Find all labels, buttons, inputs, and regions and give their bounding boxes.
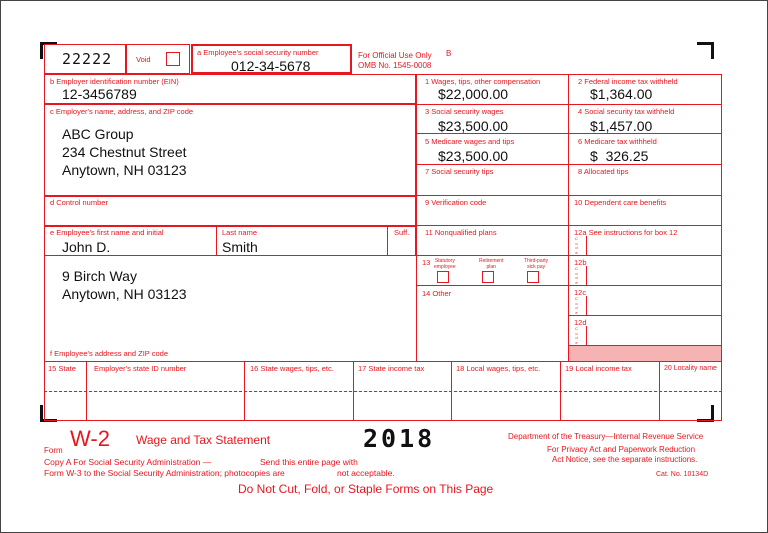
employee-last-label: Last name — [222, 228, 258, 237]
box12a-label: 12a See instructions for box 12 — [574, 228, 678, 237]
col-divider — [244, 361, 245, 421]
box11-label: 11 Nonqualified plans — [425, 228, 497, 237]
box12c-label: 12c — [574, 288, 587, 297]
box4-value[interactable]: $1,457.00 — [590, 118, 653, 134]
box3-value[interactable]: $23,500.00 — [438, 118, 509, 134]
employee-first-name[interactable]: John D. — [62, 239, 111, 255]
box14-label: 14 Other — [422, 289, 452, 298]
row-12b — [568, 256, 722, 286]
official-mark: B — [446, 49, 452, 58]
cat-number: Cat. No. 10134D — [656, 471, 709, 478]
box19-label: 19 Local income tax — [565, 364, 632, 373]
form-w3-text: Form W-3 to the Social Security Administration; photocopies are — [44, 468, 285, 478]
employee-last-name[interactable]: Smith — [222, 239, 258, 255]
ein-label: b Employer identification number (EIN) — [50, 77, 179, 86]
privacy-text-1: For Privacy Act and Paperwork Reduction — [547, 445, 696, 454]
retirement-label: Retirement plan — [479, 258, 504, 270]
employer-name[interactable]: ABC Group — [62, 126, 134, 142]
employer-street[interactable]: 234 Chestnut Street — [62, 144, 187, 160]
box2-label: 2 Federal income tax withheld — [578, 77, 678, 86]
void-label: Void — [136, 55, 151, 64]
statutory-label: Statutory employee — [434, 258, 456, 270]
privacy-text-2: Act Notice, see the separate instructions. — [552, 455, 698, 464]
box17-label: 17 State income tax — [358, 364, 425, 373]
box1-value[interactable]: $22,000.00 — [438, 86, 509, 102]
do-not-cut-notice: Do Not Cut, Fold, or Staple Forms on This Page — [238, 482, 494, 496]
code-letters: C o d e — [575, 296, 578, 315]
box15-label: 15 State — [48, 364, 76, 373]
row-12c — [568, 286, 722, 316]
third-party-checkbox[interactable] — [527, 271, 539, 283]
copy-a-text: Copy A For Social Security Administration — — [44, 457, 212, 467]
dept-text: Department of the Treasury—Internal Revenue Service — [508, 432, 704, 441]
box1-label: 1 Wages, tips, other compensation — [425, 77, 541, 86]
code-divider — [586, 296, 587, 316]
form-title: Wage and Tax Statement — [136, 433, 271, 447]
box18-label: 18 Local wages, tips, etc. — [456, 364, 541, 373]
code-letters: C o d e — [575, 266, 578, 285]
box12d-label: 12d — [574, 318, 587, 327]
employer-name-label: c Employer's name, address, and ZIP code — [50, 107, 194, 116]
box6-label: 6 Medicare tax withheld — [578, 137, 657, 146]
code-letters: C o d e — [575, 326, 578, 345]
not-acceptable-text: not acceptable. — [337, 468, 395, 478]
suffix-label: Suff. — [394, 228, 410, 237]
box20-label: 20 Locality name — [664, 365, 717, 372]
statutory-checkbox[interactable] — [437, 271, 449, 283]
box16-label: 16 State wages, tips, etc. — [250, 364, 334, 373]
control-number-label: d Control number — [50, 198, 108, 207]
tax-year: 2018 — [363, 424, 436, 453]
form-word: Form — [44, 446, 63, 455]
ssn-value[interactable]: 012-34-5678 — [231, 58, 311, 74]
box2-value[interactable]: $1,364.00 — [590, 86, 653, 102]
box5-value[interactable]: $23,500.00 — [438, 148, 509, 164]
shaded-area — [569, 346, 721, 361]
col-divider — [560, 361, 561, 421]
box13-label: 13 — [422, 258, 431, 267]
ein-value[interactable]: 12-3456789 — [62, 86, 137, 102]
employee-city[interactable]: Anytown, NH 03123 — [62, 286, 187, 302]
employee-street[interactable]: 9 Birch Way — [62, 268, 137, 284]
col-divider — [353, 361, 354, 421]
ssn-label: a Employee's social security number — [197, 48, 319, 57]
employee-address-label: f Employee's address and ZIP code — [50, 349, 169, 358]
void-checkbox[interactable] — [166, 52, 180, 66]
form-code: 22222 — [62, 50, 113, 68]
box7-label: 7 Social security tips — [425, 167, 494, 176]
box4-label: 4 Social security tax withheld — [578, 107, 675, 116]
box5-label: 5 Medicare wages and tips — [425, 137, 515, 146]
third-party-label: Third-party sick pay — [524, 258, 549, 270]
employer-city[interactable]: Anytown, NH 03123 — [62, 162, 187, 178]
box6-value[interactable]: $ 326.25 — [590, 148, 649, 164]
code-divider — [586, 266, 587, 286]
official-use-label: For Official Use Only — [358, 51, 432, 60]
omb-number: OMB No. 1545-0008 — [358, 61, 432, 70]
code-letters: C o d e — [575, 236, 578, 255]
col-divider — [86, 361, 87, 421]
state-row-divider — [44, 391, 722, 392]
state-id-label: Employer's state ID number — [94, 364, 187, 373]
form-name: W-2 — [70, 426, 110, 451]
employee-first-label: e Employee's first name and initial — [50, 228, 164, 237]
registration-mark-top-right — [697, 42, 714, 59]
box8-label: 8 Allocated tips — [578, 167, 629, 176]
row-12d — [568, 316, 722, 346]
box10-label: 10 Dependent care benefits — [574, 198, 667, 207]
box9-label: 9 Verification code — [425, 198, 487, 207]
retirement-checkbox[interactable] — [482, 271, 494, 283]
code-divider — [586, 236, 587, 256]
box3-label: 3 Social security wages — [425, 107, 504, 116]
col-divider — [451, 361, 452, 421]
code-divider — [586, 326, 587, 346]
col-divider — [659, 361, 660, 421]
send-page-text: Send this entire page with — [260, 457, 358, 467]
box12b-label: 12b — [574, 258, 587, 267]
